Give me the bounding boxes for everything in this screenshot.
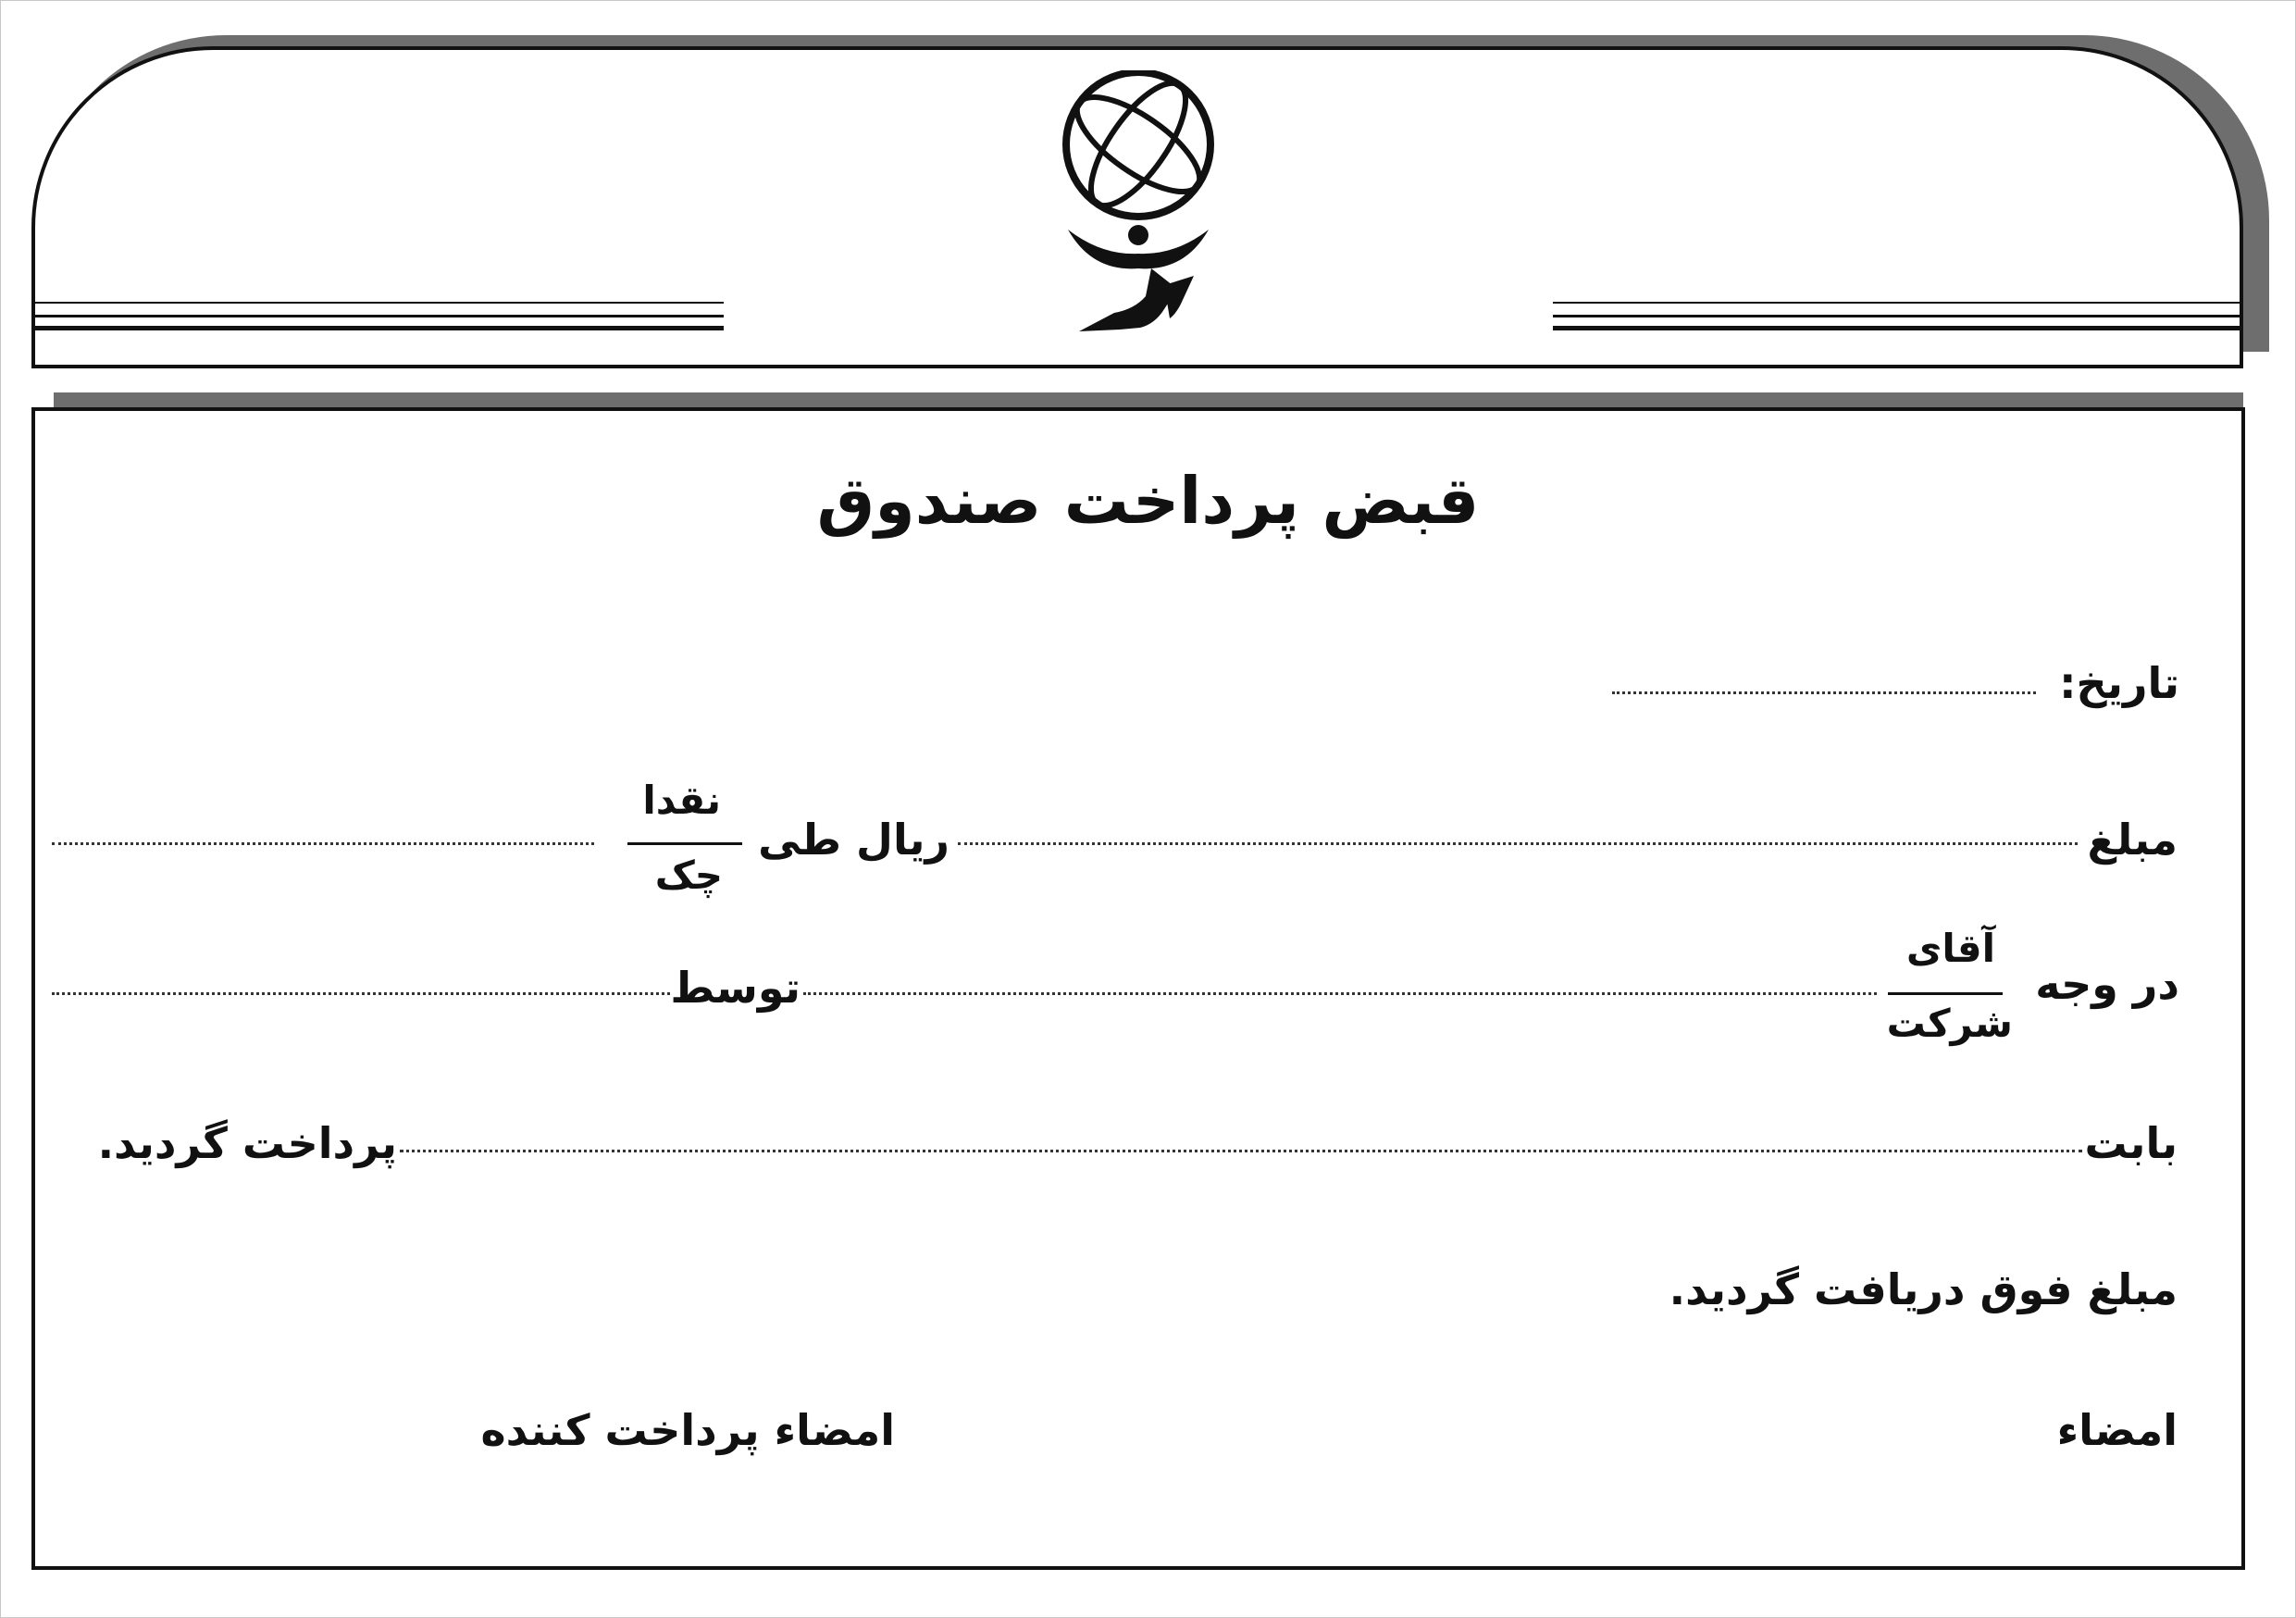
payment-cash-option[interactable]: نقدا [642,778,721,823]
header-rule-left-2 [35,315,724,317]
payee-name-field[interactable] [803,992,1877,995]
payee-label: در وجه [2035,959,2179,1009]
by-label: توسط [670,963,800,1013]
payment-details-field[interactable] [52,842,594,845]
payee-type-divider [1888,992,2003,995]
header-rule-right-3 [1553,326,2240,330]
form-title: قبض پرداخت صندوق [816,463,1480,539]
globe-figure-logo-icon [1055,70,1222,339]
payer-signature-label: امضاء پرداخت کننده [480,1405,895,1455]
rial-label: ریال طی [758,815,949,865]
amount-field[interactable] [958,842,2078,845]
received-statement: مبلغ فوق دریافت گردید. [1669,1264,2178,1314]
payment-check-option[interactable]: چک [654,853,723,898]
payee-mr-option[interactable]: آقای [1905,926,1995,971]
for-field[interactable] [400,1150,2082,1152]
date-label: تاریخ: [2059,658,2179,708]
by-field[interactable] [52,992,670,995]
amount-label: مبلغ [2087,815,2178,865]
header-rule-left-1 [35,302,724,304]
for-label: بابت [2084,1118,2178,1168]
header-rule-right-1 [1553,302,2240,304]
signature-label: امضاء [2056,1405,2178,1455]
date-field[interactable] [1612,691,2036,694]
payment-method-divider [627,842,742,845]
receipt-panel [31,407,2245,1570]
paid-suffix: پرداخت گردید. [97,1118,397,1168]
header-rule-right-2 [1553,315,2240,317]
payee-company-option[interactable]: شرکت [1886,1001,2013,1046]
header-rule-left-3 [35,326,724,330]
